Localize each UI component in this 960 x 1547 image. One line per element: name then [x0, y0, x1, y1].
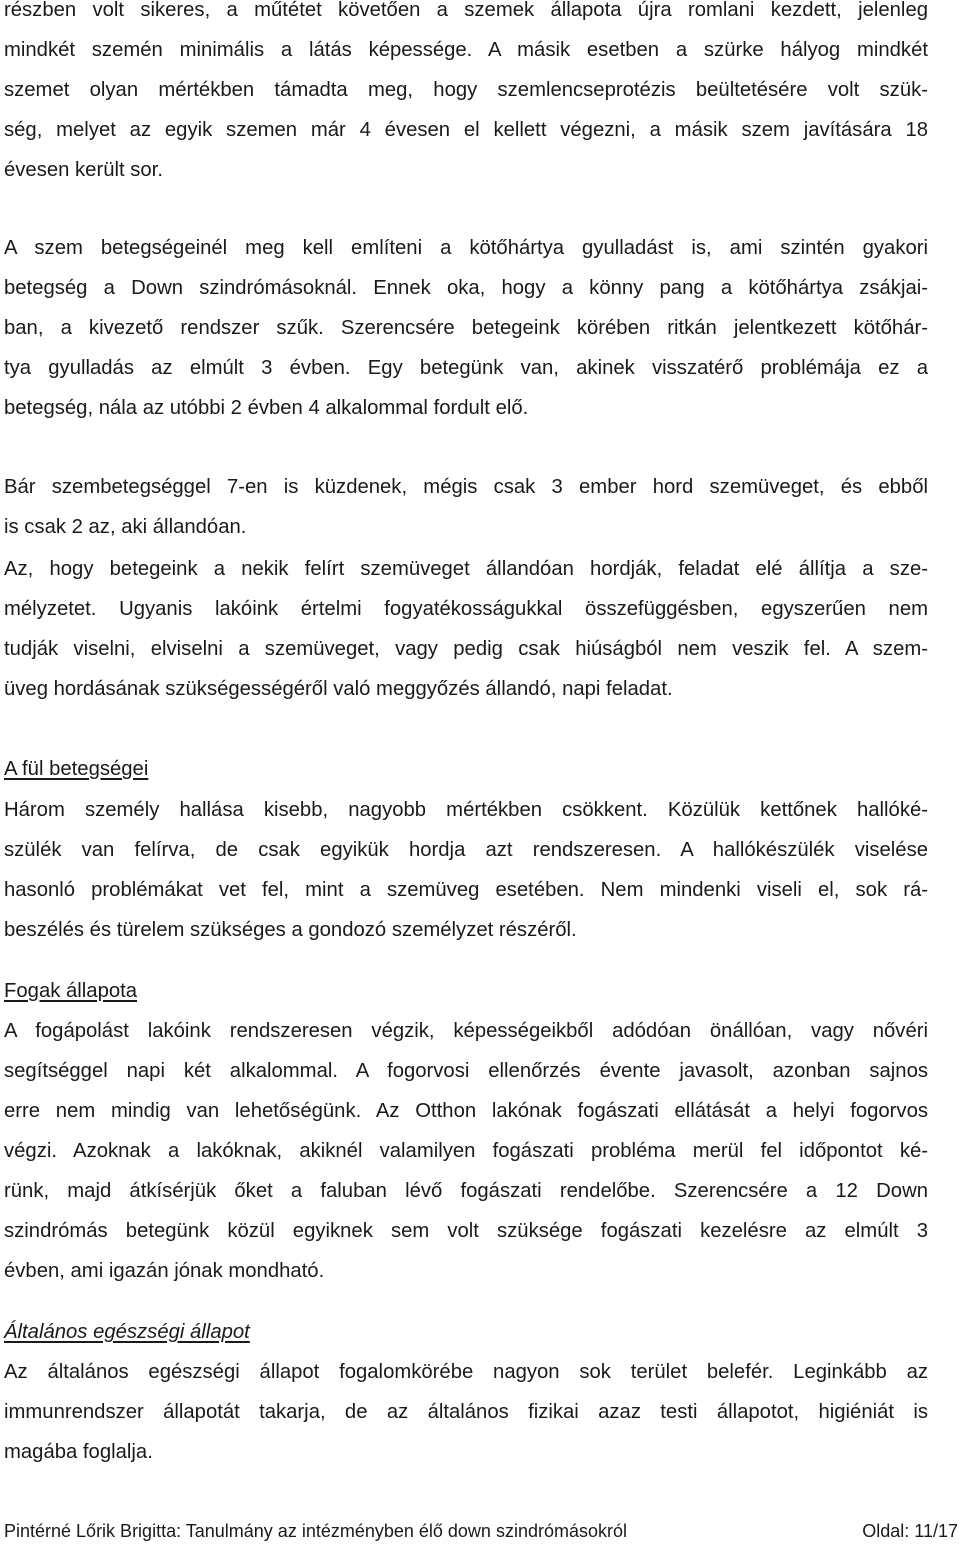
text-line: rünk, majd átkísérjük őket a faluban lévő fogászati rendelőbe. Szerencsére a 12 Down	[4, 1180, 928, 1202]
footer-author-title: Pintérné Lőrik Brigitta: Tanulmány az intézményben élő down szindrómásokról	[4, 1521, 627, 1541]
text-line: segítséggel napi két alkalommal. A fogorvosi ellenőrzés évente javasolt, azonban sajnos	[4, 1060, 928, 1082]
section-heading-general-health: Általános egészségi állapot	[4, 1321, 250, 1343]
section-heading-teeth: Fogak állapota	[4, 980, 138, 1002]
text-line: betegség, nála az utóbbi 2 évben 4 alkalommal fordult elő.	[4, 397, 529, 419]
text-line: mélyzetet. Ugyanis lakóink értelmi fogyatékosságukkal összefüggésben, egyszerűen nem	[4, 598, 928, 620]
text-line: immunrendszer állapotát takarja, de az általános fizikai azaz testi állapotot, higiéniát is	[4, 1401, 928, 1423]
text-line: A szem betegségeinél meg kell említeni a kötőhártya gyulladást is, ami szintén gyakori	[4, 237, 928, 259]
text-line: évesen került sor.	[4, 159, 163, 181]
text-line: beszélés és türelem szükséges a gondozó személyzet részéről.	[4, 919, 577, 941]
text-line: tya gyulladás az elmúlt 3 évben. Egy betegünk van, akinek visszatérő problémája ez a	[4, 357, 928, 379]
text-line: Az, hogy betegeink a nekik felírt szemüveget állandóan hordják, feladat elé állítja a sze-	[4, 558, 928, 580]
text-line: szemet olyan mértékben támadta meg, hogy szemlencseprotézis beültetésére volt szük-	[4, 79, 928, 101]
text-line: hasonló problémákat vet fel, mint a szemüveg esetében. Nem mindenki viseli el, sok rá-	[4, 879, 928, 901]
text-line: tudják viselni, elviselni a szemüveget, vagy pedig csak hiúságból nem veszik fel. A szem-	[4, 638, 928, 660]
text-line: betegség a Down szindrómásoknál. Ennek oka, hogy a könny pang a kötőhártya zsákjai-	[4, 277, 928, 299]
text-line: üveg hordásának szükségességéről való meggyőzés állandó, napi feladat.	[4, 678, 673, 700]
text-line: szindrómás betegünk közül egyiknek sem volt szüksége fogászati kezelésre az elmúlt 3	[4, 1220, 928, 1242]
text-line: Az általános egészségi állapot fogalomkörébe nagyon sok terület belefér. Leginkább az	[4, 1361, 928, 1383]
text-line: mindkét szemén minimális a látás képessége. A másik esetben a szürke hályog mindkét	[4, 39, 928, 61]
section-heading-ear: A fül betegségei	[4, 758, 149, 780]
text-line: Három személy hallása kisebb, nagyobb mértékben csökkent. Közülük kettőnek hallóké-	[4, 799, 928, 821]
text-line: ban, a kivezető rendszer szűk. Szerencsére betegeink körében ritkán jelentkezett kötőhár-	[4, 317, 928, 339]
text-line: végzi. Azoknak a lakóknak, akiknél valamilyen fogászati probléma merül fel időpontot ké-	[4, 1140, 928, 1162]
text-line: részben volt sikeres, a műtétet követően a szemek állapota újra romlani kezdett, jelenleg	[4, 0, 928, 21]
page-footer	[4, 1518, 958, 1544]
text-line: magába foglalja.	[4, 1441, 153, 1463]
text-line: A fogápolást lakóink rendszeresen végzik, képességeikből adódóan önállóan, vagy nővéri	[4, 1020, 928, 1042]
text-line: szülék van felírva, de csak egyikük hordja azt rendszeresen. A hallókészülék viselése	[4, 839, 928, 861]
text-line: is csak 2 az, aki állandóan.	[4, 516, 247, 538]
text-line: évben, ami igazán jónak mondható.	[4, 1260, 325, 1282]
footer-page-number: Oldal: 11/17	[862, 1521, 958, 1541]
text-line: ség, melyet az egyik szemen már 4 évesen el kellett végezni, a másik szem javítására 18	[4, 119, 928, 141]
text-line: Bár szembetegséggel 7-en is küzdenek, mégis csak 3 ember hord szemüveget, és ebből	[4, 476, 928, 498]
text-line: erre nem mindig van lehetőségünk. Az Otthon lakónak fogászati ellátását a helyi fogorvos	[4, 1100, 928, 1122]
